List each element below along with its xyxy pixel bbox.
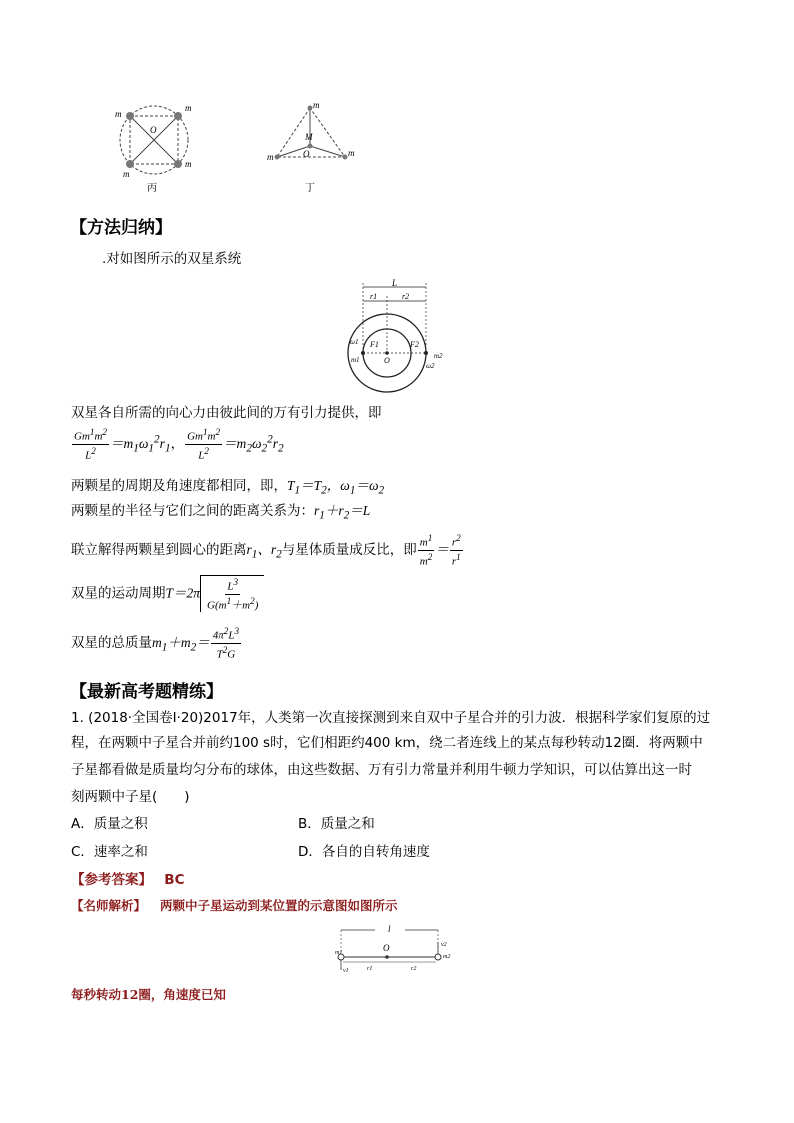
method-line6: 双星的运动周期T＝2π $\frac{L^3}{G(m^1+m^2)}$ [71, 575, 264, 612]
answer-value: BC [164, 872, 185, 888]
answer-fig-O: O [383, 943, 390, 953]
option-a: A．质量之积 [71, 816, 148, 832]
question-line-2: 程，在两颗中子星合并前约100 s时，它们相距约400 km，绕二者连线上的某点每秒转动12圈．将两颗中 [71, 735, 703, 751]
method-line4: 两颗星的半径与它们之间的距离关系为：$r_1+r_2=L$ [71, 503, 371, 522]
exam-heading: 【最新高考题精练】 [70, 682, 223, 702]
question-line-4: 刻两颗中子星( ) [71, 789, 190, 805]
ding-caption: 丁 [305, 183, 315, 194]
binary-r2: r2 [402, 292, 410, 301]
answer-fig-m2: m2 [443, 954, 451, 960]
binary-m2: m2 [434, 352, 443, 360]
answer-fig-m1: m1 [335, 950, 343, 956]
method-heading: 【方法归纳】 [70, 218, 172, 238]
binary-O: O [384, 356, 390, 365]
analysis-line [71, 897, 398, 915]
option-d: D．各自的自转角速度 [298, 844, 430, 860]
option-b: B．质量之和 [298, 816, 375, 832]
method-line7: 双星的总质量$m_1+m_2=$ $\frac{4\pi^2L^3}{T^2G}$ [71, 626, 240, 661]
bing-o: O [150, 125, 157, 135]
ding-o: O [303, 149, 310, 159]
figure-ding [265, 100, 355, 195]
bing-m-br: m [185, 159, 192, 169]
answer-label: 【参考答案】 [71, 872, 152, 888]
option-c: C．速率之和 [71, 844, 148, 860]
binary-w2: ω2 [426, 362, 435, 370]
binary-r1: r1 [370, 292, 378, 301]
method-line5: 联立解得两颗星到圆心的距离$r_1$、$r_2$与星体质量成反比，即 $\frac{m^1}{m^2}$ ＝ $\frac{r^2}{r^1}$ [71, 533, 461, 568]
binary-F1: F1 [370, 340, 379, 349]
ding-m-right: m [348, 148, 355, 158]
ding-m-left: m [267, 152, 274, 162]
answer-fig-r1: r1 [367, 966, 373, 972]
formula-gravity: $\frac{Gm^1m^2}{L^2}$ $=m_1\omega_1^2r_1$， $\frac{Gm^1m^2}{L^2}$ $=m_2\omega_2^2r_2$ [74, 427, 284, 462]
question-line-1: 1. (2018·全国卷Ⅰ·20)2017年，人类第一次直接探测到来自双中子星合并的引力波．根据科学家们复原的过 [71, 710, 711, 726]
method-line1: 双星各自所需的向心力由彼此间的万有引力提供，即 [71, 405, 382, 421]
bing-m-tr: m [185, 103, 192, 113]
bing-m-bl: m [123, 169, 130, 179]
method-line3: 两颗星的周期及角速度都相同，即，$T_1=T_2$，$\omega_1=\omega_2$ [71, 478, 385, 497]
answer-fig-r2: r2 [411, 966, 417, 972]
figure-bing [105, 95, 205, 195]
answer-fig-v2: v2 [441, 942, 447, 948]
neutron-star-diagram [335, 920, 465, 975]
question-line-3: 子星都看做是质量均匀分布的球体，由这些数据、万有引力常量并利用牛顿力学知识，可以估算出这一时 [71, 762, 692, 778]
answer-fig-v1: v1 [343, 968, 349, 974]
binary-w1: ω1 [350, 338, 359, 346]
answer-line [71, 871, 185, 889]
method-intro: .对如图所示的双星系统 [102, 251, 242, 267]
binary-star-diagram [340, 278, 460, 398]
analysis-text: 两颗中子星运动到某位置的示意图如图所示 [160, 898, 398, 913]
analysis-label: 【名师解析】 [71, 898, 147, 913]
binary-m1: m1 [351, 356, 360, 364]
analysis-last-line: 每秒转动12圈，角速度已知 [71, 987, 226, 1002]
answer-fig-l: l [388, 924, 391, 934]
bing-caption: 丙 [147, 183, 157, 194]
binary-L: L [392, 278, 398, 288]
bing-m-tl: m [115, 109, 122, 119]
ding-m-top: m [313, 100, 320, 110]
ding-M: M [305, 132, 313, 142]
binary-F2: F2 [410, 340, 419, 349]
